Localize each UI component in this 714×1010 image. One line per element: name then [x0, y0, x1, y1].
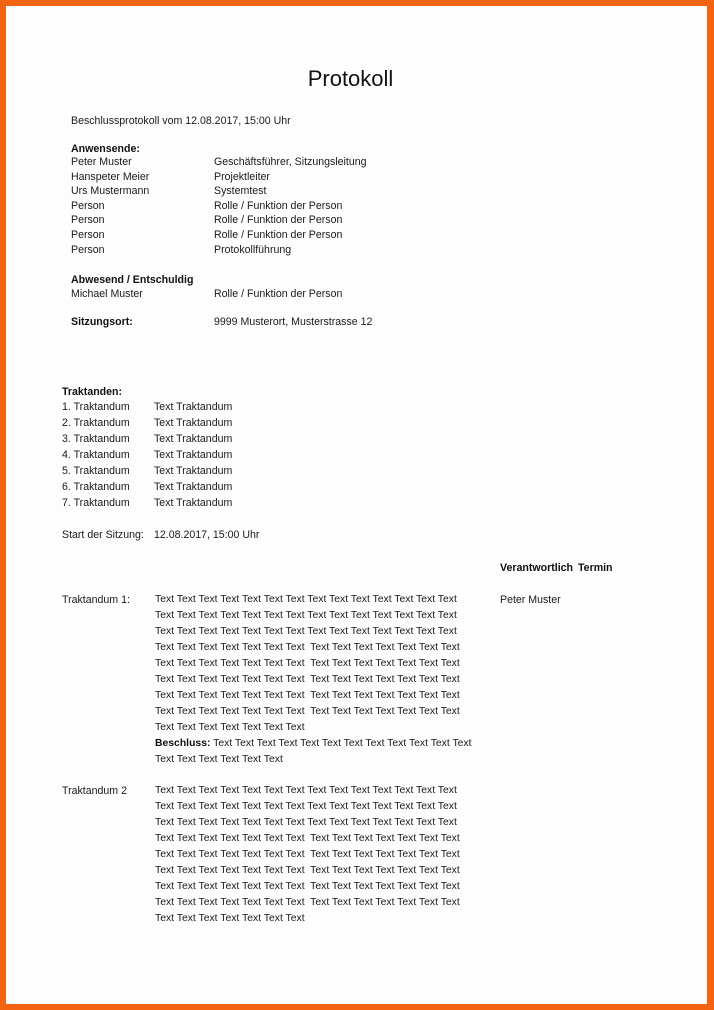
- attendee-row: [71, 229, 471, 244]
- agenda-item: [62, 449, 362, 465]
- document-page: [6, 6, 707, 1004]
- section-2-line: Text Text Text Text Text Text Text Text Text Text Text Text Text Text: [155, 897, 460, 908]
- section-1-body: [155, 593, 500, 769]
- attendee-role: Rolle / Funktion der Person: [214, 199, 343, 212]
- agenda-item: [62, 481, 362, 497]
- section-2-line: Text Text Text Text Text Text Text Text Text Text Text Text Text Text: [155, 881, 460, 892]
- attendee-row: [71, 214, 471, 229]
- section-2-line: Text Text Text Text Text Text Text Text Text Text Text Text Text Text: [155, 833, 460, 844]
- decision-line: [155, 737, 500, 753]
- start-label: Start der Sitzung:: [62, 529, 144, 541]
- attendee-name: Hanspeter Meier: [71, 170, 150, 183]
- agenda-item-number: 2. Traktandum: [62, 417, 130, 429]
- section-2-body: [155, 784, 500, 928]
- start-value: 12.08.2017, 15:00 Uhr: [154, 529, 260, 541]
- location-label: Sitzungsort:: [71, 316, 133, 328]
- section-1-line: Text Text Text Text Text Text Text Text Text Text Text Text Text Text: [155, 658, 460, 669]
- attendee-row: [71, 171, 471, 186]
- section-1-responsible: Peter Muster: [500, 594, 561, 606]
- agenda-heading: Traktanden:: [62, 386, 123, 398]
- document-subtitle: Beschlussprotokoll vom 12.08.2017, 15:00 Uhr: [71, 115, 291, 127]
- section-2-line: Text Text Text Text Text Text Text Text Text Text Text Text Text Text: [155, 801, 457, 812]
- section-2-line: Text Text Text Text Text Text Text Text Text Text Text Text Text Text: [155, 785, 457, 796]
- attendee-name: Person: [71, 229, 105, 241]
- column-header-deadline: Termin: [578, 562, 613, 574]
- decision-text-line: Text Text Text Text Text Text: [155, 754, 283, 765]
- section-1-line: Text Text Text Text Text Text Text: [155, 722, 305, 733]
- agenda-item-number: 1. Traktandum: [62, 401, 130, 413]
- attendee-role: Geschäftsführer, Sitzungsleitung: [214, 156, 367, 168]
- attendee-row: [71, 185, 471, 200]
- section-1-line: Text Text Text Text Text Text Text Text Text Text Text Text Text Text: [155, 610, 457, 621]
- section-2-line: Text Text Text Text Text Text Text: [155, 913, 305, 924]
- decision-label: Beschluss:: [155, 738, 211, 749]
- agenda-item: [62, 401, 362, 417]
- agenda-item-number: 4. Traktandum: [62, 449, 130, 461]
- column-header-responsible: Verantwortlich: [500, 562, 573, 574]
- section-1-line: Text Text Text Text Text Text Text Text Text Text Text Text Text Text: [155, 690, 460, 701]
- agenda-item-number: 6. Traktandum: [62, 481, 130, 493]
- agenda-item-text: Text Traktandum: [154, 433, 233, 445]
- absent-row: [71, 288, 471, 303]
- attendee-name: Urs Mustermann: [71, 185, 150, 198]
- location-value: 9999 Musterort, Musterstrasse 12: [214, 316, 373, 328]
- agenda-item-text: Text Traktandum: [154, 481, 233, 493]
- section-2-line: Text Text Text Text Text Text Text Text Text Text Text Text Text Text: [155, 865, 460, 876]
- agenda-item: [62, 497, 362, 513]
- section-1-line: Text Text Text Text Text Text Text Text Text Text Text Text Text Text: [155, 594, 457, 605]
- agenda-item: [62, 417, 362, 433]
- attendee-role: Rolle / Funktion der Person: [214, 229, 343, 241]
- attendee-role: Systemtest: [214, 185, 267, 198]
- section-1-line: Text Text Text Text Text Text Text Text Text Text Text Text Text Text: [155, 706, 460, 717]
- agenda-item: [62, 465, 362, 481]
- location-row: [71, 316, 471, 331]
- agenda-item-text: Text Traktandum: [154, 401, 233, 413]
- attendees-heading: Anwensende:: [71, 143, 140, 155]
- agenda-item-number: 3. Traktandum: [62, 433, 130, 445]
- decision-text: Text Text Text Text Text Text Text Text Text Text Text Text: [210, 738, 472, 749]
- agenda-item-text: Text Traktandum: [154, 465, 233, 477]
- agenda-item-text: Text Traktandum: [154, 417, 233, 429]
- document-title: Protokoll: [307, 66, 394, 91]
- section-2-line: Text Text Text Text Text Text Text Text Text Text Text Text Text Text: [155, 849, 460, 860]
- agenda-item-number: 7. Traktandum: [62, 497, 130, 509]
- absent-heading: Abwesend / Entschuldig: [71, 274, 194, 286]
- attendee-name: Peter Muster: [71, 156, 132, 168]
- section-1-line: Text Text Text Text Text Text Text Text Text Text Text Text Text Text: [155, 642, 460, 653]
- attendee-name: Person: [71, 214, 105, 227]
- section-1-line: Text Text Text Text Text Text Text Text Text Text Text Text Text Text: [155, 626, 457, 637]
- agenda-item: [62, 433, 362, 449]
- attendee-role: Projektleiter: [214, 170, 270, 183]
- attendee-row: [71, 244, 471, 259]
- attendee-row: [71, 156, 471, 171]
- agenda-item-text: Text Traktandum: [154, 449, 233, 461]
- absent-name: Michael Muster: [71, 287, 143, 300]
- section-2-label: Traktandum 2: [62, 785, 127, 797]
- attendee-name: Person: [71, 243, 105, 256]
- attendee-role: Rolle / Funktion der Person: [214, 214, 343, 227]
- start-row: [62, 529, 362, 545]
- absent-role: Rolle / Funktion der Person: [214, 287, 343, 300]
- attendee-role: Protokollführung: [214, 243, 292, 256]
- section-2-line: Text Text Text Text Text Text Text Text Text Text Text Text Text Text: [155, 817, 457, 828]
- agenda-item-text: Text Traktandum: [154, 497, 233, 509]
- attendee-name: Person: [71, 199, 105, 212]
- attendee-row: [71, 200, 471, 215]
- section-1-label: Traktandum 1:: [62, 594, 130, 606]
- section-1-line: Text Text Text Text Text Text Text Text Text Text Text Text Text Text: [155, 674, 460, 685]
- agenda-item-number: 5. Traktandum: [62, 465, 130, 477]
